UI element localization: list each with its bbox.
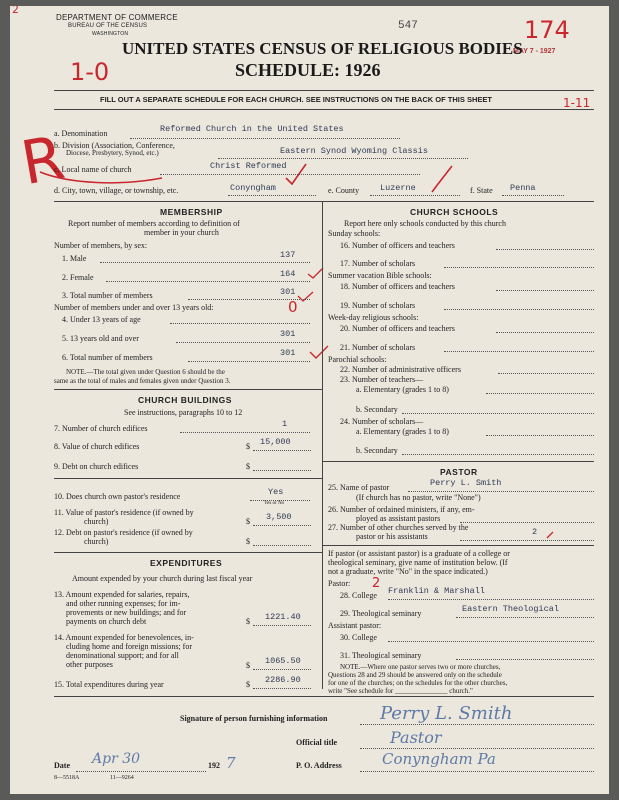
q11-dollar: $ [246, 517, 250, 526]
q14-label-3: denominational support; and for all [66, 651, 179, 660]
pastor-mid-rule [322, 545, 594, 546]
q25-note: (If church has no pastor, write "None") [356, 493, 481, 502]
weekday-label: Week-day religious schools: [328, 313, 419, 322]
q1-label: 1. Male [62, 254, 87, 263]
q15-value[interactable]: 2286.90 [265, 675, 301, 685]
county-label: e. County [328, 186, 360, 195]
membership-bottom-rule [54, 389, 322, 390]
denomination-label: a. Denomination [54, 129, 108, 138]
red-pastor-mark: 2 [372, 576, 381, 591]
schools-bottom-rule [322, 461, 594, 462]
q23-label: 23. Number of teachers— [340, 375, 424, 384]
denomination-line [130, 138, 400, 139]
pastor-note-3: for one of the churches; on the schedules for the other churches, [328, 679, 508, 687]
q5-label: 5. 13 years old and over [62, 334, 139, 343]
handwritten-174: 174 [524, 16, 570, 44]
schedule-title: SCHEDULE: 1926 [235, 60, 381, 80]
q18-label: 18. Number of officers and teachers [340, 282, 455, 291]
q24a-line [486, 435, 594, 436]
q28-label: 28. College [340, 591, 377, 600]
q4-line [170, 323, 310, 324]
local-name-line [160, 174, 420, 175]
membership-heading: MEMBERSHIP [160, 207, 223, 217]
under-over-label: Number of members under and over 13 years old: [54, 303, 214, 312]
bureau-label: BUREAU OF THE CENSUS [68, 23, 148, 29]
q10-value[interactable]: Yes [268, 487, 284, 497]
q8-dollar: $ [246, 442, 250, 451]
q26-label: 26. Number of ordained ministers, if any, em- [328, 505, 475, 514]
q13-label-3: provements or new buildings; and for [66, 608, 187, 617]
red-r-mark: R [16, 122, 70, 200]
q12-dollar: $ [246, 537, 250, 546]
city-line [228, 195, 316, 196]
q9-label: 9. Debt on church edifices [54, 462, 139, 471]
q11-label-2: church) [84, 517, 109, 526]
q13-label-2: and other running expenses; for im- [66, 599, 181, 608]
division-value[interactable]: Eastern Synod Wyoming Classis [280, 146, 428, 156]
q19-label: 19. Number of scholars [340, 301, 416, 310]
date-line [76, 771, 206, 772]
q14-line [253, 669, 311, 670]
q13-line [253, 625, 311, 626]
q4-label: 4. Under 13 years of age [62, 315, 141, 324]
q13-value[interactable]: 1221.40 [265, 612, 301, 622]
official-title-line [360, 748, 594, 749]
handwritten-code-right: 1-11 [563, 96, 591, 110]
city-label: WASHINGTON [92, 31, 129, 37]
red-tick-q2 [308, 268, 323, 278]
q14-label-4: other purposes [66, 660, 113, 669]
q11-label: 11. Value of pastor's residence (if owned by [54, 508, 194, 517]
membership-note-2: same as the total of males and females given under Question 3. [54, 377, 231, 385]
q23a-line [486, 393, 594, 394]
q8-value[interactable]: 15,000 [260, 437, 291, 447]
q7-line [180, 432, 310, 433]
q31-line [456, 659, 594, 660]
q19-line [444, 309, 594, 310]
q29-value[interactable]: Eastern Theological [462, 604, 559, 614]
q14-label-2: cluding home and foreign missions; for [66, 642, 192, 651]
q23b-line [402, 413, 594, 414]
q29-label: 29. Theological seminary [340, 609, 422, 618]
q21-line [444, 351, 594, 352]
q27-line [460, 540, 594, 541]
membership-note: NOTE.—The total given under Question 6 should be the [66, 368, 225, 376]
buildings-heading: CHURCH BUILDINGS [138, 395, 232, 405]
official-title-label: Official title [296, 738, 338, 747]
date-label: Date [54, 761, 70, 770]
q8-line [253, 450, 311, 451]
signature-label: Signature of person furnishing information [180, 714, 328, 723]
q13-label: 13. Amount expended for salaries, repairs, [54, 590, 190, 599]
q23b-label: b. Secondary [356, 405, 398, 414]
q3-line [188, 299, 310, 300]
membership-intro: Report number of members according to definition of [68, 219, 240, 228]
q27-label: 27. Number of other churches served by the [328, 523, 469, 532]
red-check-mark-county [432, 166, 452, 192]
q27-label-2: pastor or his assistants [356, 532, 428, 541]
q28-line [388, 599, 594, 600]
q27-value[interactable]: 2 [532, 527, 538, 537]
q13-label-4: payments on church debt [66, 617, 147, 626]
q14-value[interactable]: 1065.50 [265, 656, 301, 666]
q11-value[interactable]: 3,500 [266, 512, 292, 522]
q30-line [388, 641, 594, 642]
q25-label: 25. Name of pastor [328, 483, 390, 492]
q18-line [496, 290, 594, 291]
q16-line [496, 249, 594, 250]
state-line [502, 195, 564, 196]
division-line [218, 158, 468, 159]
corner-number: 2 [12, 6, 19, 16]
expenditures-heading: EXPENDITURES [150, 558, 223, 568]
received-date-stamp: MAY 7 - 1927 [513, 48, 556, 55]
form-number-2: 11—9264 [110, 775, 134, 781]
po-address-label: P. O. Address [296, 761, 342, 770]
q6-line [188, 361, 310, 362]
state-value[interactable]: Penna [510, 183, 536, 193]
q20-line [496, 332, 594, 333]
q17-line [444, 267, 594, 268]
q3-label: 3. Total number of members [62, 291, 153, 300]
q16-label: 16. Number of officers and teachers [340, 241, 455, 250]
q15-dollar: $ [246, 680, 250, 689]
local-name-value[interactable]: Christ Reformed [210, 161, 287, 171]
q24b-line [402, 454, 594, 455]
q17-label: 17. Number of scholars [340, 259, 416, 268]
q31-label: 31. Theological seminary [340, 651, 422, 660]
q20-label: 20. Number of officers and teachers [340, 324, 455, 333]
q2-label: 2. Female [62, 273, 94, 282]
state-label: f. State [470, 186, 493, 195]
q5-value[interactable]: 301 [280, 329, 296, 339]
summer-label: Summer vacation Bible schools: [328, 271, 432, 280]
assistant-label: Assistant pastor: [328, 621, 382, 630]
membership-intro-2: member in your church [144, 228, 219, 237]
pastor-heading: PASTOR [440, 467, 478, 477]
pastor-note: NOTE.—Where one pastor serves two or more churches, [340, 663, 501, 671]
schools-heading: CHURCH SCHOOLS [410, 207, 499, 217]
section-top-rule [54, 201, 594, 202]
county-value[interactable]: Luzerne [380, 183, 416, 193]
q24-label: 24. Number of scholars— [340, 417, 424, 426]
q6-label: 6. Total number of members [62, 353, 153, 362]
year-label: 192 [208, 761, 220, 770]
form-number: 8—5518A [54, 775, 80, 781]
q13-dollar: $ [246, 617, 250, 626]
q24b-label: b. Secondary [356, 446, 398, 455]
red-zero-mark: 0 [288, 298, 298, 316]
local-name-label: c. Local name of church [54, 165, 132, 174]
denomination-value[interactable]: Reformed Church in the United States [160, 124, 344, 134]
q12-label-2: church) [84, 537, 109, 546]
q10-label: 10. Does church own pastor's residence [54, 492, 181, 501]
red-tick-q27 [547, 532, 553, 538]
q22-label: 22. Number of administrative officers [340, 365, 461, 374]
column-divider [322, 201, 323, 689]
q21-label: 21. Number of scholars [340, 343, 416, 352]
q25-line [408, 491, 594, 492]
q15-label: 15. Total expenditures during year [54, 680, 164, 689]
sunday-label: Sunday schools: [328, 229, 381, 238]
division-label: b. Division (Association, Conference, [54, 141, 175, 150]
q11-line [253, 525, 311, 526]
q29-line [456, 617, 594, 618]
po-address-line [360, 771, 594, 772]
city-field-label: d. City, town, village, or township, etc. [54, 186, 179, 195]
q1-value[interactable]: 137 [280, 250, 296, 260]
pastor-note-4: write "See schedule for _______________ church." [328, 687, 473, 695]
document-title: UNITED STATES CENSUS OF RELIGIOUS BODIES [122, 39, 523, 58]
q28-value[interactable]: Franklin & Marshall [388, 586, 485, 596]
handwritten-code-left: 1-0 [70, 58, 110, 86]
q2-value[interactable]: 164 [280, 269, 296, 279]
yes-no-hint: Yes or No [264, 501, 285, 506]
year-value[interactable]: 7 [226, 754, 236, 772]
q14-label: 14. Amount expended for benevolences, in- [54, 633, 194, 642]
pastor-note-2: Questions 28 and 29 should be answered only on the schedule [328, 671, 502, 679]
q9-dollar: $ [246, 462, 250, 471]
q7-label: 7. Number of church edifices [54, 424, 148, 433]
q1-line [100, 262, 310, 263]
q12-label: 12. Debt on pastor's residence (if owned by [54, 528, 193, 537]
census-schedule-page [10, 6, 609, 794]
q15-line [253, 688, 311, 689]
parochial-label: Parochial schools: [328, 355, 387, 364]
po-address-value[interactable]: Conyngham Pa [382, 750, 496, 768]
graduate-instruction-2: theological seminary, give name of institution below. (If [328, 558, 508, 567]
pastor-sub-label: Pastor: [328, 579, 351, 588]
q9-line [253, 470, 311, 471]
official-title-value[interactable]: Pastor [390, 728, 442, 747]
footer-top-rule [54, 696, 594, 697]
expenditures-sub: Amount expended by your church during last fiscal year [72, 574, 253, 583]
q2-line [106, 281, 310, 282]
schools-sub: Report here only schools conducted by this church [344, 219, 506, 228]
signature-line [360, 724, 594, 725]
stamp-number: 547 [398, 20, 418, 32]
q12-line [253, 545, 311, 546]
division-label-2: Diocese, Presbytery, Synod, etc.) [66, 149, 159, 157]
q23a-label: a. Elementary (grades 1 to 8) [356, 385, 449, 394]
date-value[interactable]: Apr 30 [92, 751, 141, 767]
q8-label: 8. Value of church edifices [54, 442, 140, 451]
q24a-label: a. Elementary (grades 1 to 8) [356, 427, 449, 436]
q5-line [176, 342, 310, 343]
signature-value[interactable]: Perry L. Smith [380, 703, 513, 724]
department-label: DEPARTMENT OF COMMERCE [56, 13, 178, 22]
q3-value[interactable]: 301 [280, 287, 296, 297]
graduate-instruction-3: not a graduate, write "No" in the space indicated.) [328, 567, 488, 576]
red-tick-q6 [310, 346, 328, 358]
q7-value[interactable]: 1 [282, 419, 288, 429]
buildings-bottom-rule [54, 552, 322, 553]
buildings-mid-rule [54, 478, 322, 479]
instruction-text: FILL OUT A SEPARATE SCHEDULE FOR EACH CHURCH. SEE INSTRUCTIONS ON THE BACK OF THIS SHEET [100, 95, 492, 104]
by-sex-label: Number of members, by sex: [54, 241, 148, 250]
graduate-instruction: If pastor (or assistant pastor) is a graduate of a college or [328, 549, 510, 558]
county-line [370, 195, 460, 196]
q26-line [460, 522, 594, 523]
buildings-sub: See instructions, paragraphs 10 to 12 [124, 408, 243, 417]
q22-line [498, 373, 594, 374]
q14-dollar: $ [246, 661, 250, 670]
city-value[interactable]: Conyngham [230, 183, 276, 193]
q6-value[interactable]: 301 [280, 348, 296, 358]
q26-label-2: ployed as assistant pastors [356, 514, 441, 523]
q25-value[interactable]: Perry L. Smith [430, 478, 502, 488]
q30-label: 30. College [340, 633, 377, 642]
